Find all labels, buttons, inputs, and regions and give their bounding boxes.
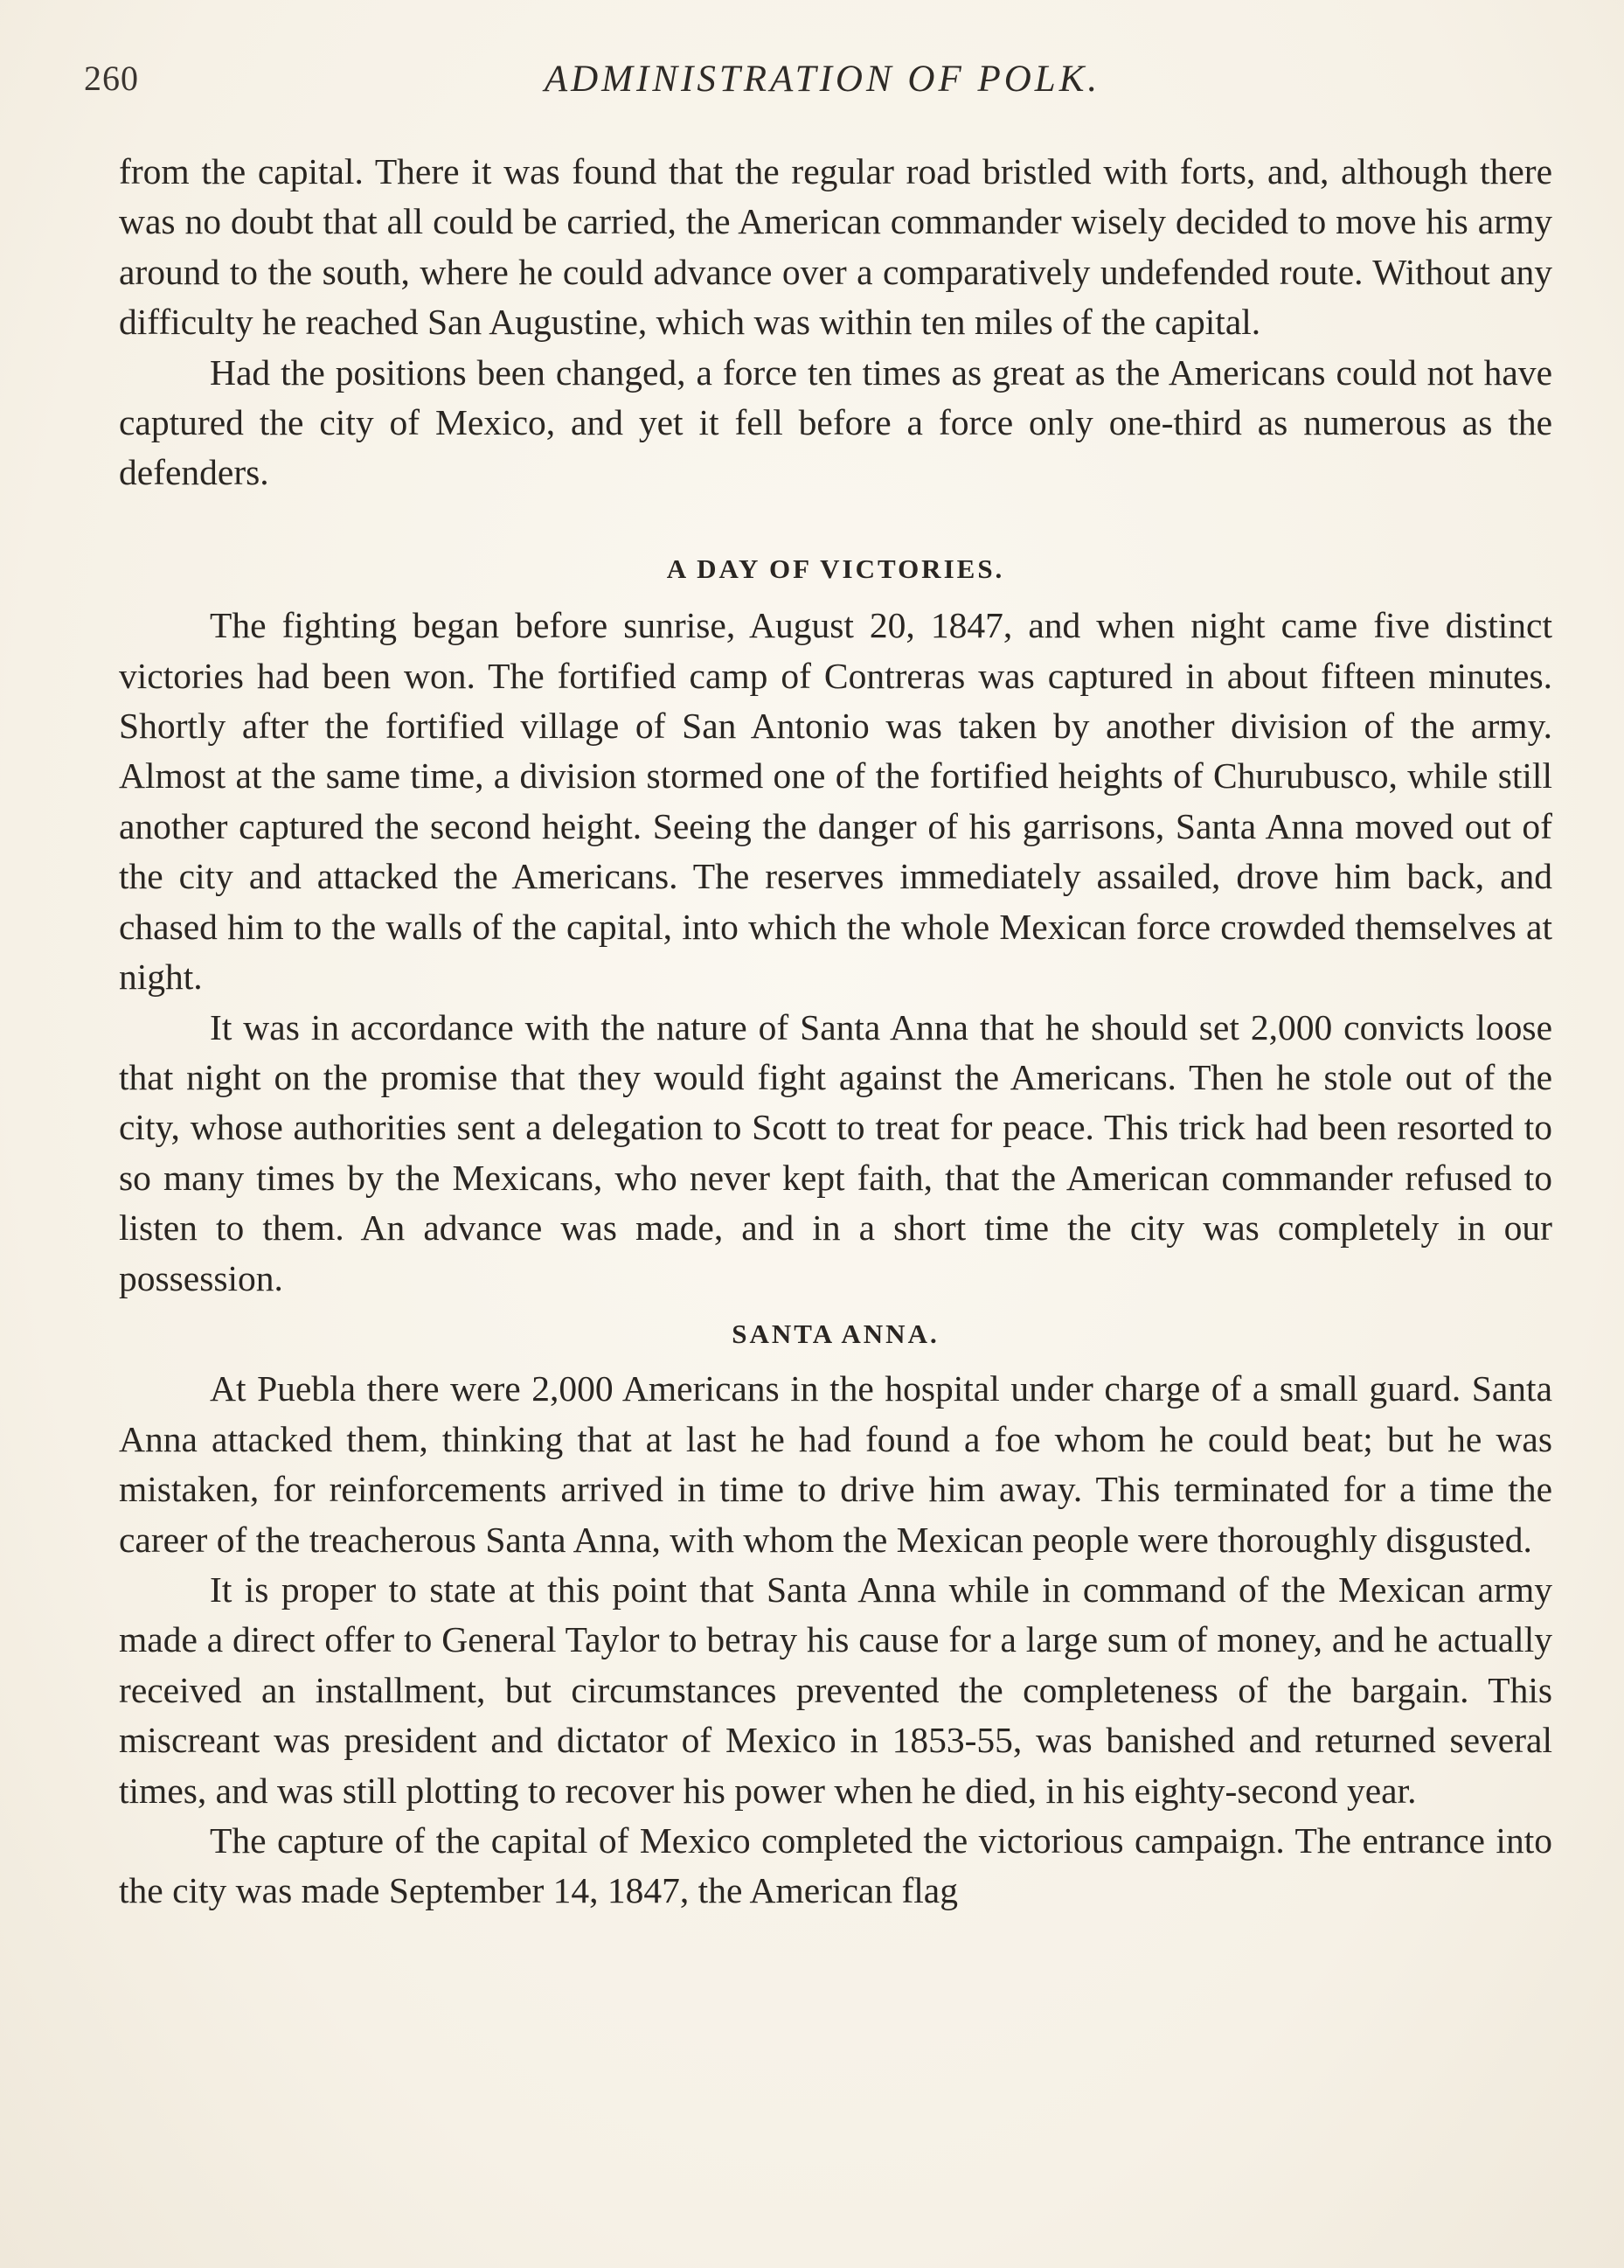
paragraph: At Puebla there were 2,000 Americans in the hospital under charge of a small guard. Santa Anna attacked them, thinking that at last he had found a foe whom he could beat; but he was mistaken, for reinforcements arrived in time to drive him away. This terminated for a time the career of the treacherous Santa Anna, with whom the Mexican people were thoroughly disgusted. — [119, 1368, 1552, 1560]
paragraph: It was in accordance with the nature of Santa Anna that he should set 2,000 convicts loose that night on the promise that they would fight against the Americans. Then he stole out of the city, whose authorities sent a delegation to Scott to treat for peace. This trick had been resorted to so many times by the Mexicans, who never kept faith, that the American commander refused to listen to them. An advance was made, and in a short time the city was completely in our possession. — [119, 1006, 1552, 1298]
paragraph: from the capital. There it was found that the regular road bristled with forts, and, although there was no doubt that all could be carried, the American commander wisely decided to move his army around to the south, where he could advance over a comparatively undefended route. Without any difficulty he reached San Augustine, which was within ten miles of the capital. — [119, 151, 1552, 343]
body-text — [119, 147, 1552, 1917]
running-title: ADMINISTRATION OF POLK. — [544, 59, 1101, 100]
paragraph: The capture of the capital of Mexico completed the victorious campaign. The entrance into the city was made September 14, 1847, the American flag — [119, 1820, 1552, 1911]
section-heading: A DAY OF VICTORIES. — [666, 553, 1005, 584]
page-number: 260 — [84, 59, 139, 98]
paragraph: The fighting began before sunrise, August 20, 1847, and when night came five distinct victories had been won. The fortified camp of Contreras was captured in about fifteen minutes. Shortly after the fortified village of San Antonio was taken by another division of the army. Almost at the same time, a division stormed one of the fortified heights of Churubusco, while still another captured the second height. Seeing the danger of his garrisons, Santa Anna moved out of the city and attacked the Americans. The reserves immediately assailed, drove him back, and chased him to the walls of the capital, into which the whole Mexican force crowded themselves at night. — [119, 605, 1552, 998]
paragraph: It is proper to state at this point that Santa Anna while in command of the Mexican army made a direct offer to General Taylor to betray his cause for a large sum of money, and he actually received an installment, but circumstances prevented the completeness of the bargain. This miscreant was president and dictator of Mexico in 1853-55, was banished and returned several times, and was still plotting to recover his power when he died, in his eighty-second year. — [119, 1569, 1552, 1811]
section-heading: SANTA ANNA. — [732, 1318, 940, 1349]
running-head — [84, 58, 1561, 119]
paragraph: Had the positions been changed, a force ten times as great as the Americans could not have captured the city of Mexico, and yet it fell before a force only one-third as numerous as the defenders. — [119, 351, 1552, 493]
